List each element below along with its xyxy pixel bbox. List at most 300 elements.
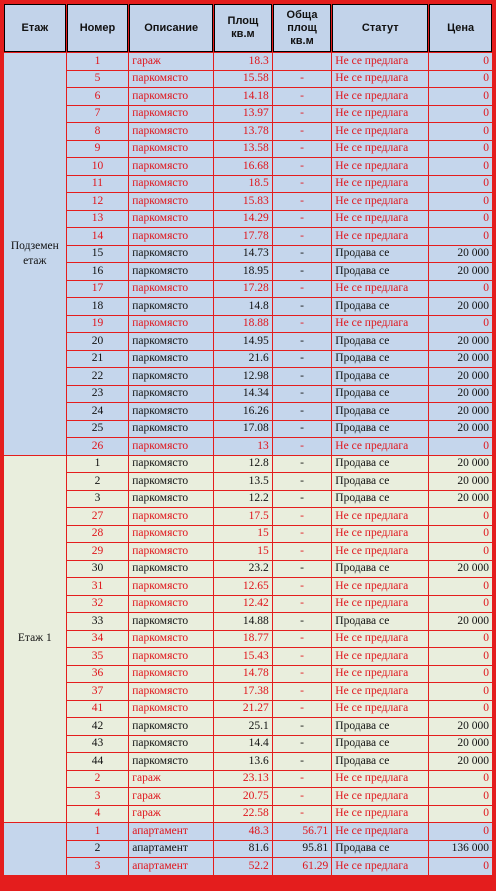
number-cell: 25 [67, 421, 129, 438]
number-cell: 34 [67, 631, 129, 648]
area-cell: 15.58 [214, 71, 272, 88]
status-cell: Продава се [332, 263, 428, 280]
price-cell: 0 [429, 701, 492, 718]
total-area-cell: - [273, 193, 332, 210]
area-cell: 14.73 [214, 246, 272, 263]
table-row [4, 526, 492, 543]
area-cell: 18.3 [214, 53, 272, 70]
status-cell: Продава се [332, 613, 428, 630]
total-area-cell: - [273, 351, 332, 368]
total-area-cell: - [273, 368, 332, 385]
area-cell: 12.8 [214, 456, 272, 473]
number-cell: 19 [67, 316, 129, 333]
status-cell: Не се предлага [332, 228, 428, 245]
number-cell: 42 [67, 718, 129, 735]
total-area-cell: - [273, 578, 332, 595]
number-cell: 3 [67, 788, 129, 805]
area-cell: 14.34 [214, 386, 272, 403]
description-cell: паркомясто [129, 141, 213, 158]
properties-table [3, 3, 493, 876]
status-cell: Продава се [332, 368, 428, 385]
price-cell: 0 [429, 631, 492, 648]
total-area-cell: - [273, 613, 332, 630]
table-row [4, 456, 492, 473]
total-area-cell: - [273, 473, 332, 490]
number-cell: 7 [67, 106, 129, 123]
number-cell: 22 [67, 368, 129, 385]
area-cell: 14.29 [214, 211, 272, 228]
number-cell: 2 [67, 473, 129, 490]
total-area-cell: - [273, 701, 332, 718]
total-area-cell: - [273, 211, 332, 228]
status-cell: Не се предлага [332, 788, 428, 805]
total-area-cell: 95.81 [273, 841, 332, 858]
price-cell: 0 [429, 71, 492, 88]
area-cell: 15 [214, 526, 272, 543]
total-area-cell: - [273, 263, 332, 280]
number-cell: 20 [67, 333, 129, 350]
price-cell: 0 [429, 193, 492, 210]
price-cell: 20 000 [429, 491, 492, 508]
status-cell: Не се предлага [332, 281, 428, 298]
table-row [4, 823, 492, 840]
total-area-cell: - [273, 666, 332, 683]
description-cell: паркомясто [129, 263, 213, 280]
total-area-cell: - [273, 771, 332, 788]
description-cell: паркомясто [129, 473, 213, 490]
table-row [4, 228, 492, 245]
description-cell: паркомясто [129, 508, 213, 525]
price-cell: 20 000 [429, 386, 492, 403]
status-cell: Продава се [332, 736, 428, 753]
description-cell: паркомясто [129, 386, 213, 403]
header-row [4, 4, 492, 52]
price-cell: 0 [429, 106, 492, 123]
area-cell: 15.83 [214, 193, 272, 210]
price-cell: 0 [429, 771, 492, 788]
status-cell: Не се предлага [332, 88, 428, 105]
total-area-cell: - [273, 806, 332, 823]
description-cell: апартамент [129, 823, 213, 840]
status-cell: Продава се [332, 403, 428, 420]
price-cell: 20 000 [429, 613, 492, 630]
area-cell: 12.98 [214, 368, 272, 385]
price-cell: 0 [429, 53, 492, 70]
description-cell: паркомясто [129, 298, 213, 315]
status-cell: Не се предлага [332, 53, 428, 70]
description-cell: паркомясто [129, 88, 213, 105]
total-area-cell: - [273, 543, 332, 560]
table-row [4, 508, 492, 525]
area-cell: 13.5 [214, 473, 272, 490]
number-cell: 35 [67, 648, 129, 665]
table-row [4, 806, 492, 823]
number-cell: 16 [67, 263, 129, 280]
total-area-cell: - [273, 298, 332, 315]
table-row [4, 246, 492, 263]
number-cell: 15 [67, 246, 129, 263]
area-cell: 12.65 [214, 578, 272, 595]
status-cell: Не се предлага [332, 648, 428, 665]
price-cell: 0 [429, 526, 492, 543]
area-cell: 17.5 [214, 508, 272, 525]
floor-cell: Подземен етаж [4, 53, 66, 455]
number-cell: 36 [67, 666, 129, 683]
total-area-cell: - [273, 281, 332, 298]
area-cell: 18.5 [214, 176, 272, 193]
table-row [4, 736, 492, 753]
price-cell: 0 [429, 683, 492, 700]
number-cell: 1 [67, 456, 129, 473]
total-area-cell: - [273, 403, 332, 420]
area-cell: 16.26 [214, 403, 272, 420]
description-cell: паркомясто [129, 106, 213, 123]
description-cell: паркомясто [129, 613, 213, 630]
table-row [4, 211, 492, 228]
table-row [4, 298, 492, 315]
description-cell: апартамент [129, 841, 213, 858]
area-cell: 13.6 [214, 753, 272, 770]
table-row [4, 701, 492, 718]
price-cell: 0 [429, 141, 492, 158]
table-row [4, 596, 492, 613]
status-cell: Не се предлага [332, 771, 428, 788]
status-cell: Не се предлага [332, 701, 428, 718]
number-cell: 2 [67, 841, 129, 858]
price-cell: 20 000 [429, 456, 492, 473]
area-cell: 21.6 [214, 351, 272, 368]
header-number: Номер [67, 4, 129, 52]
description-cell: паркомясто [129, 543, 213, 560]
description-cell: паркомясто [129, 666, 213, 683]
status-cell: Не се предлага [332, 858, 428, 875]
table-row [4, 281, 492, 298]
total-area-cell: - [273, 718, 332, 735]
header-status: Статут [332, 4, 428, 52]
description-cell: гараж [129, 771, 213, 788]
price-cell: 0 [429, 806, 492, 823]
header-area: Площ кв.м [214, 4, 272, 52]
number-cell: 18 [67, 298, 129, 315]
description-cell: паркомясто [129, 578, 213, 595]
status-cell: Продава се [332, 718, 428, 735]
header-total-area: Обща площ кв.м [273, 4, 332, 52]
table-row [4, 491, 492, 508]
price-cell: 20 000 [429, 368, 492, 385]
description-cell: паркомясто [129, 683, 213, 700]
table-row [4, 263, 492, 280]
total-area-cell: - [273, 736, 332, 753]
header-floor: Етаж [4, 4, 66, 52]
status-cell: Продава се [332, 456, 428, 473]
table-row [4, 473, 492, 490]
number-cell: 28 [67, 526, 129, 543]
number-cell: 3 [67, 858, 129, 875]
area-cell: 12.42 [214, 596, 272, 613]
number-cell: 1 [67, 823, 129, 840]
area-cell: 13.58 [214, 141, 272, 158]
description-cell: паркомясто [129, 526, 213, 543]
number-cell: 9 [67, 141, 129, 158]
price-cell: 20 000 [429, 561, 492, 578]
total-area-cell: - [273, 561, 332, 578]
number-cell: 5 [67, 71, 129, 88]
description-cell: паркомясто [129, 421, 213, 438]
number-cell: 30 [67, 561, 129, 578]
status-cell: Не се предлага [332, 596, 428, 613]
table-row [4, 316, 492, 333]
table-row [4, 561, 492, 578]
description-cell: паркомясто [129, 123, 213, 140]
description-cell: паркомясто [129, 701, 213, 718]
total-area-cell: - [273, 158, 332, 175]
price-cell: 0 [429, 823, 492, 840]
table-row [4, 578, 492, 595]
description-cell: паркомясто [129, 71, 213, 88]
area-cell: 25.1 [214, 718, 272, 735]
number-cell: 26 [67, 438, 129, 455]
price-cell: 0 [429, 123, 492, 140]
table-row [4, 193, 492, 210]
price-cell: 20 000 [429, 718, 492, 735]
price-cell: 0 [429, 596, 492, 613]
table-row [4, 683, 492, 700]
area-cell: 17.78 [214, 228, 272, 245]
number-cell: 13 [67, 211, 129, 228]
total-area-cell: - [273, 788, 332, 805]
price-cell: 0 [429, 648, 492, 665]
number-cell: 24 [67, 403, 129, 420]
area-cell: 48.3 [214, 823, 272, 840]
area-cell: 18.77 [214, 631, 272, 648]
status-cell: Не се предлага [332, 158, 428, 175]
description-cell: паркомясто [129, 736, 213, 753]
area-cell: 21.27 [214, 701, 272, 718]
description-cell: гараж [129, 806, 213, 823]
status-cell: Продава се [332, 333, 428, 350]
description-cell: паркомясто [129, 176, 213, 193]
status-cell: Продава се [332, 753, 428, 770]
status-cell: Не се предлага [332, 176, 428, 193]
number-cell: 8 [67, 123, 129, 140]
area-cell: 20.75 [214, 788, 272, 805]
price-cell: 20 000 [429, 736, 492, 753]
description-cell: паркомясто [129, 228, 213, 245]
total-area-cell: - [273, 683, 332, 700]
status-cell: Продава се [332, 561, 428, 578]
description-cell: паркомясто [129, 193, 213, 210]
area-cell: 13.78 [214, 123, 272, 140]
area-cell: 14.78 [214, 666, 272, 683]
number-cell: 31 [67, 578, 129, 595]
total-area-cell: - [273, 246, 332, 263]
area-cell: 15.43 [214, 648, 272, 665]
table-row [4, 106, 492, 123]
total-area-cell: 61.29 [273, 858, 332, 875]
price-cell: 20 000 [429, 403, 492, 420]
header-description: Описание [129, 4, 213, 52]
status-cell: Не се предлага [332, 211, 428, 228]
table-row [4, 88, 492, 105]
status-cell: Продава се [332, 421, 428, 438]
table-row [4, 613, 492, 630]
price-cell: 0 [429, 88, 492, 105]
price-cell: 20 000 [429, 246, 492, 263]
status-cell: Продава се [332, 491, 428, 508]
area-cell: 17.28 [214, 281, 272, 298]
number-cell: 12 [67, 193, 129, 210]
total-area-cell: - [273, 316, 332, 333]
area-cell: 16.68 [214, 158, 272, 175]
area-cell: 17.08 [214, 421, 272, 438]
table-row [4, 53, 492, 70]
number-cell: 33 [67, 613, 129, 630]
price-cell: 0 [429, 211, 492, 228]
price-cell: 0 [429, 281, 492, 298]
total-area-cell: - [273, 88, 332, 105]
area-cell: 13.97 [214, 106, 272, 123]
status-cell: Не се предлага [332, 141, 428, 158]
table-row [4, 386, 492, 403]
description-cell: паркомясто [129, 158, 213, 175]
table-body [4, 53, 492, 875]
description-cell: паркомясто [129, 438, 213, 455]
total-area-cell: 56.71 [273, 823, 332, 840]
area-cell: 15 [214, 543, 272, 560]
price-cell: 20 000 [429, 421, 492, 438]
description-cell: паркомясто [129, 456, 213, 473]
total-area-cell: - [273, 333, 332, 350]
description-cell: паркомясто [129, 491, 213, 508]
status-cell: Не се предлага [332, 508, 428, 525]
number-cell: 2 [67, 771, 129, 788]
description-cell: паркомясто [129, 316, 213, 333]
area-cell: 17.38 [214, 683, 272, 700]
table-row [4, 666, 492, 683]
number-cell: 4 [67, 806, 129, 823]
number-cell: 14 [67, 228, 129, 245]
number-cell: 11 [67, 176, 129, 193]
table-row [4, 438, 492, 455]
area-cell: 23.13 [214, 771, 272, 788]
total-area-cell: - [273, 106, 332, 123]
number-cell: 41 [67, 701, 129, 718]
area-cell: 14.8 [214, 298, 272, 315]
area-cell: 13 [214, 438, 272, 455]
status-cell: Не се предлага [332, 526, 428, 543]
number-cell: 6 [67, 88, 129, 105]
description-cell: паркомясто [129, 351, 213, 368]
price-cell: 0 [429, 666, 492, 683]
total-area-cell: - [273, 386, 332, 403]
price-cell: 0 [429, 228, 492, 245]
status-cell: Не се предлага [332, 543, 428, 560]
status-cell: Не се предлага [332, 666, 428, 683]
area-cell: 14.88 [214, 613, 272, 630]
area-cell: 81.6 [214, 841, 272, 858]
number-cell: 23 [67, 386, 129, 403]
table-row [4, 648, 492, 665]
status-cell: Продава се [332, 246, 428, 263]
status-cell: Продава се [332, 298, 428, 315]
area-cell: 22.58 [214, 806, 272, 823]
total-area-cell: - [273, 491, 332, 508]
description-cell: паркомясто [129, 631, 213, 648]
total-area-cell: - [273, 438, 332, 455]
header-price: Цена [429, 4, 492, 52]
description-cell: паркомясто [129, 333, 213, 350]
price-cell: 20 000 [429, 351, 492, 368]
number-cell: 32 [67, 596, 129, 613]
table-row [4, 841, 492, 858]
status-cell: Продава се [332, 351, 428, 368]
price-cell: 0 [429, 158, 492, 175]
status-cell: Не се предлага [332, 316, 428, 333]
total-area-cell: - [273, 648, 332, 665]
area-cell: 12.2 [214, 491, 272, 508]
description-cell: паркомясто [129, 246, 213, 263]
table-row [4, 753, 492, 770]
number-cell: 1 [67, 53, 129, 70]
status-cell: Не се предлага [332, 438, 428, 455]
status-cell: Не се предлага [332, 106, 428, 123]
description-cell: паркомясто [129, 281, 213, 298]
total-area-cell: - [273, 228, 332, 245]
number-cell: 17 [67, 281, 129, 298]
table-row [4, 176, 492, 193]
area-cell: 18.88 [214, 316, 272, 333]
price-cell: 0 [429, 176, 492, 193]
area-cell: 14.4 [214, 736, 272, 753]
total-area-cell: - [273, 141, 332, 158]
floor-cell: Етаж 1 [4, 456, 66, 823]
status-cell: Продава се [332, 386, 428, 403]
description-cell: гараж [129, 53, 213, 70]
total-area-cell: - [273, 596, 332, 613]
price-cell: 20 000 [429, 753, 492, 770]
number-cell: 10 [67, 158, 129, 175]
total-area-cell: - [273, 176, 332, 193]
price-cell: 0 [429, 316, 492, 333]
table-row [4, 71, 492, 88]
total-area-cell: - [273, 753, 332, 770]
price-cell: 0 [429, 788, 492, 805]
description-cell: паркомясто [129, 718, 213, 735]
price-cell: 20 000 [429, 333, 492, 350]
price-cell: 0 [429, 508, 492, 525]
price-cell: 20 000 [429, 473, 492, 490]
price-cell: 0 [429, 578, 492, 595]
description-cell: апартамент [129, 858, 213, 875]
area-cell: 14.95 [214, 333, 272, 350]
description-cell: паркомясто [129, 753, 213, 770]
status-cell: Не се предлага [332, 683, 428, 700]
status-cell: Не се предлага [332, 806, 428, 823]
status-cell: Не се предлага [332, 631, 428, 648]
number-cell: 29 [67, 543, 129, 560]
price-cell: 0 [429, 858, 492, 875]
table-row [4, 771, 492, 788]
total-area-cell: - [273, 631, 332, 648]
status-cell: Не се предлага [332, 823, 428, 840]
table-row [4, 333, 492, 350]
table-row [4, 351, 492, 368]
status-cell: Продава се [332, 841, 428, 858]
total-area-cell: - [273, 71, 332, 88]
description-cell: гараж [129, 788, 213, 805]
status-cell: Не се предлага [332, 578, 428, 595]
total-area-cell: - [273, 526, 332, 543]
